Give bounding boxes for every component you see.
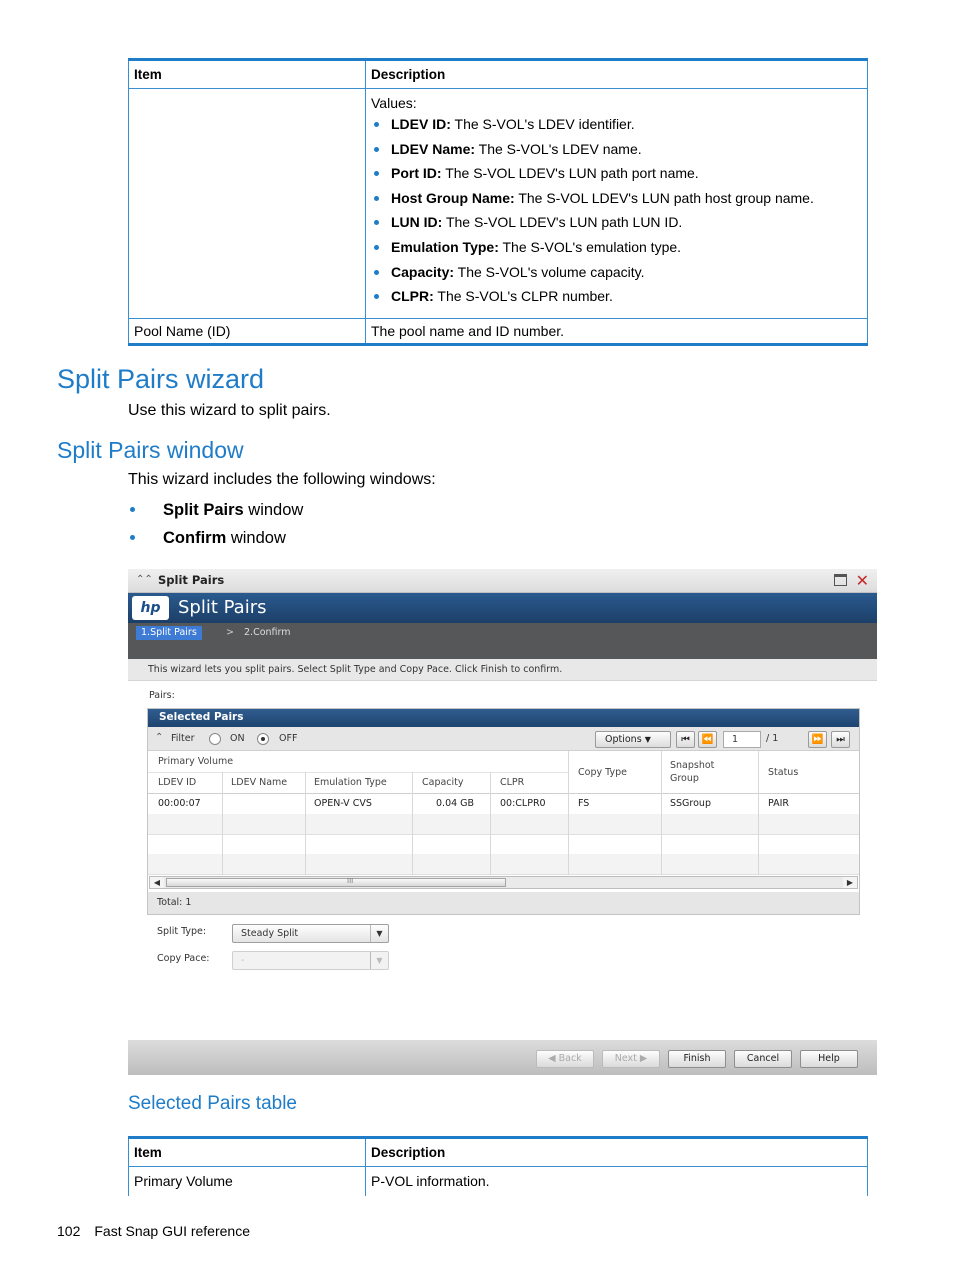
scroll-left-icon[interactable]: ◀ [150,877,164,888]
first-page-button[interactable]: ⏮ [676,731,695,748]
values-cell [366,89,868,319]
filter-collapse-icon[interactable]: ⌃ [155,732,164,743]
list-item: LUN ID: The S-VOL LDEV's LUN path LUN ID. [391,213,862,231]
section-intro: Use this wizard to split pairs. [128,402,331,419]
pool-name-item: Pool Name (ID) [129,319,366,345]
primary-volume-desc: P-VOL information. [366,1167,868,1196]
list-item: Capacity: The S-VOL's volume capacity. [391,263,862,281]
col-status[interactable]: Status [768,767,799,778]
page-footer [57,1223,250,1239]
filter-off-radio[interactable] [257,733,269,745]
col-ldev-id[interactable]: LDEV ID [158,777,197,788]
hp-logo: hp [132,596,169,620]
chevron-down-icon: ▼ [644,735,651,744]
panel-title: Selected Pairs [148,709,859,727]
list-item: Port ID: The S-VOL LDEV's LUN path port name. [391,164,862,182]
wizard-info-bar [128,659,877,681]
page-number: 102 [57,1223,81,1239]
finish-button[interactable]: Finish [668,1050,726,1068]
col-ldev-name[interactable]: LDEV Name [231,777,288,788]
next-page-button[interactable]: ⏩ [808,731,827,748]
list-item: LDEV ID: The S-VOL's LDEV identifier. [391,115,862,133]
chevron-down-icon: ▼ [370,925,388,942]
wizard-info-text: This wizard lets you split pairs. Select Split Type and Copy Pace. Click Finish to confirm. [148,664,563,675]
window-list [128,498,303,554]
list-item: Emulation Type: The S-VOL's emulation type. [391,238,862,256]
window-title: Split Pairs [158,573,225,587]
header-item: Item [129,1138,366,1167]
close-icon[interactable]: ✕ [855,571,869,590]
header-description: Description [366,1138,868,1167]
copy-pace-select[interactable]: - ▼ [232,951,389,970]
selected-pairs-panel: Selected Pairs ⌃ Filter ON OFF Options ▼ ⏮ ⏪ 1 / 1 ⏩ ⏭ Primary Volume LDEV ID LDEV Name Emulation Type Capacity CLPR Copy Type Snapshot Group Status 00:00:07 OPEN-V CVS 0.04 GB 00:CLPR0 FS SSGroup PAIR ◀ III ▶ Total: 1 [147,708,860,915]
subsection-intro: This wizard includes the following windows: [128,471,436,488]
step-separator: > [226,627,234,638]
window-titlebar [128,569,877,593]
col-snapshot-group[interactable]: Snapshot Group [670,760,715,784]
wizard-title: Split Pairs [178,597,267,618]
chevron-down-icon: ▼ [370,952,388,969]
values-intro: Values: [371,95,417,111]
panel-toolbar [148,727,859,751]
page-number-input[interactable]: 1 [723,731,761,748]
step-confirm: 2.Confirm [244,627,291,638]
col-copy-type[interactable]: Copy Type [578,767,627,778]
pool-name-desc: The pool name and ID number. [366,319,868,345]
table-section-title: Selected Pairs table [128,1093,297,1114]
last-page-button[interactable]: ⏭ [831,731,850,748]
list-item: CLPR: The S-VOL's CLPR number. [391,287,862,305]
subsection-title: Split Pairs window [57,437,244,463]
primary-volume-item: Primary Volume [129,1167,366,1196]
next-button[interactable]: Next ▶ [602,1050,660,1068]
list-item: Confirm window [128,526,303,554]
back-button[interactable]: ◀ Back [536,1050,594,1068]
selected-pairs-table [128,1136,868,1196]
scroll-right-icon[interactable]: ▶ [843,877,857,888]
col-clpr[interactable]: CLPR [500,777,525,788]
panel-footer [148,892,859,914]
total-count: Total: 1 [157,897,192,908]
values-list [371,115,862,305]
step-split-pairs: 1.Split Pairs [136,626,202,640]
list-item: Split Pairs window [128,498,303,526]
scroll-thumb[interactable]: III [166,878,506,887]
col-emulation-type[interactable]: Emulation Type [314,777,387,788]
col-capacity[interactable]: Capacity [422,777,464,788]
header-description: Description [366,60,868,89]
values-table [128,58,868,346]
header-item: Item [129,60,366,89]
wizard-header [128,593,877,623]
collapse-icon[interactable]: ⌃⌃ [136,574,153,585]
help-button[interactable]: Help [800,1050,858,1068]
section-title: Split Pairs wizard [57,364,265,394]
empty-item-cell [129,89,366,319]
list-item: Host Group Name: The S-VOL LDEV's LUN path host group name. [391,189,862,207]
prev-page-button[interactable]: ⏪ [698,731,717,748]
pairs-label: Pairs: [149,690,175,701]
cancel-button[interactable]: Cancel [734,1050,792,1068]
horizontal-scrollbar[interactable] [149,876,858,889]
filter-on-radio[interactable] [209,733,221,745]
filter-label: Filter [171,733,195,744]
split-pairs-screenshot [128,569,877,1075]
copy-pace-label: Copy Pace: [157,953,210,964]
footer-text: Fast Snap GUI reference [94,1223,250,1239]
list-item: LDEV Name: The S-VOL's LDEV name. [391,140,862,158]
split-type-select[interactable]: Steady Split ▼ [232,924,389,943]
filter-on-label: ON [230,733,245,744]
group-header-primary-volume: Primary Volume [158,756,234,767]
restore-icon[interactable] [834,574,847,586]
page-total: / 1 [766,733,779,744]
options-button[interactable]: Options ▼ [595,731,671,748]
split-type-label: Split Type: [157,926,207,937]
wizard-button-bar [128,1040,877,1075]
wizard-steps [128,623,877,659]
filter-off-label: OFF [279,733,298,744]
